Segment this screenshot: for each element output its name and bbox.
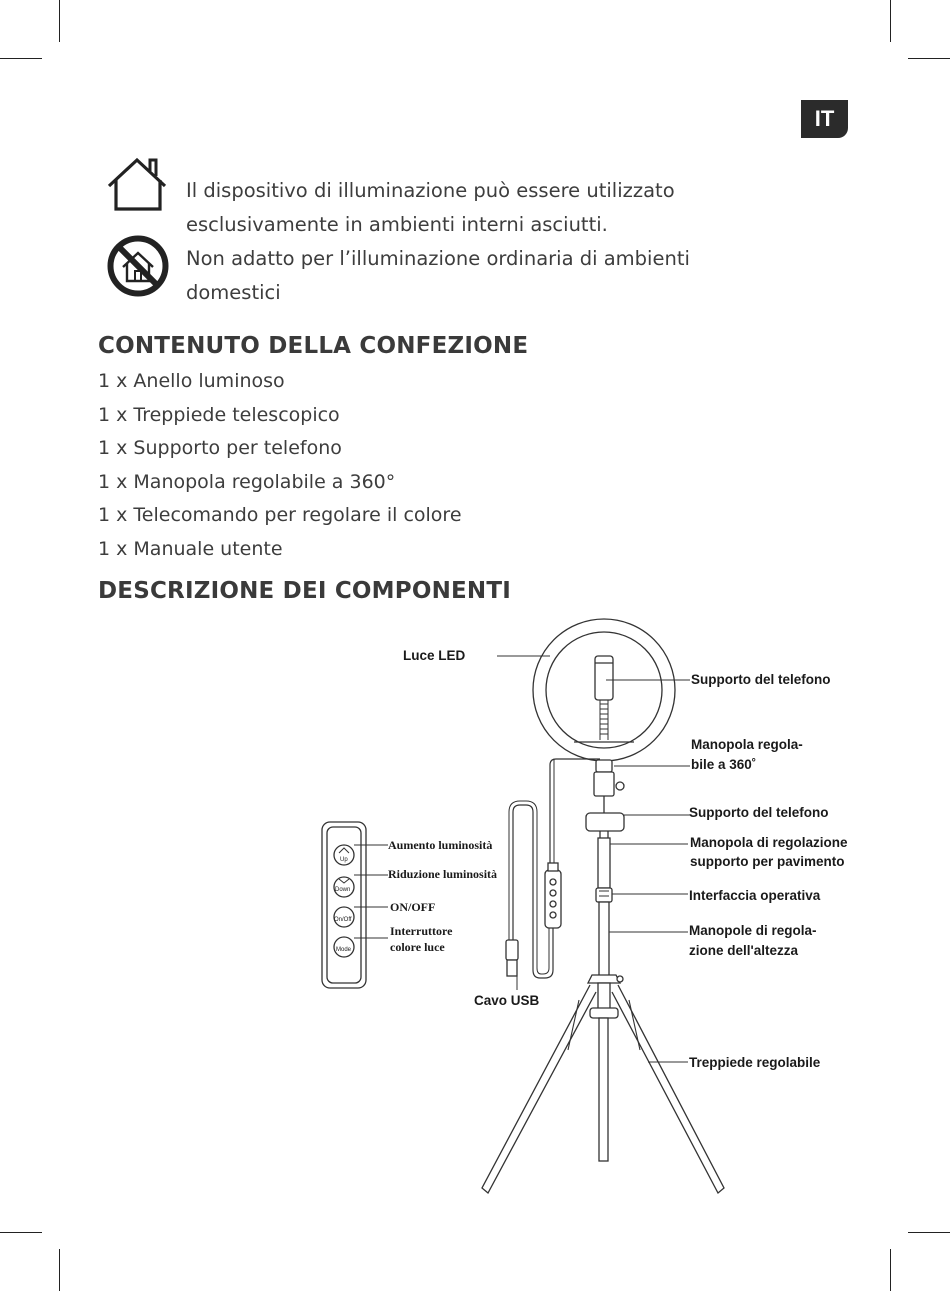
contents-heading: CONTENUTO DELLA CONFEZIONE [98,333,529,359]
label-interruttore: Interruttore [390,924,453,938]
crop-mark [0,1232,42,1233]
label-manopola-pavimento-2: supporto per pavimento [690,854,845,869]
remote-btn-mode: Mode [336,947,352,953]
language-tab: IT [801,100,848,138]
label-supporto-telefono-top: Supporto del telefono [691,672,831,687]
remote-btn-onoff: On/Off [334,917,352,923]
notice-line: Il dispositivo di illuminazione può essere utilizzato [186,179,675,202]
label-manopole-altezza-2: zione dell'altezza [689,943,798,958]
components-diagram [0,600,950,1210]
label-onoff: ON/OFF [390,900,436,914]
list-item: 1 x Manopola regolabile a 360° [98,470,396,493]
label-interruttore-2: colore luce [390,940,445,954]
crop-mark [908,58,950,59]
label-aumento: Aumento luminosità [388,838,493,852]
label-manopole-altezza: Manopole di regola- [689,923,817,938]
crop-mark [908,1232,950,1233]
no-household-icon [106,234,170,298]
list-item: 1 x Treppiede telescopico [98,403,340,426]
notice-line: Non adatto per l’illuminazione ordinaria di ambienti [186,247,690,270]
crop-mark [890,0,891,42]
label-riduzione: Riduzione luminosità [388,867,498,881]
usage-notice [186,174,806,310]
notice-line: esclusivamente in ambienti interni asciutti. [186,213,608,236]
label-manopola-360: Manopola regola- [691,737,803,752]
list-item: 1 x Manuale utente [98,537,283,560]
list-item: 1 x Anello luminoso [98,370,285,392]
label-interfaccia: Interfaccia operativa [689,888,821,903]
label-cavo-usb: Cavo USB [474,993,540,1008]
label-treppiede: Treppiede regolabile [689,1055,821,1070]
list-item: 1 x Supporto per telefono [98,437,342,460]
crop-mark [0,58,42,59]
contents-list [98,365,462,567]
crop-mark [59,0,60,42]
crop-mark [59,1249,60,1291]
components-heading: DESCRIZIONE DEI COMPONENTI [98,578,512,604]
label-manopola-pavimento: Manopola di regolazione [690,835,848,850]
label-luce-led: Luce LED [403,648,466,663]
notice-line: domestici [186,281,281,304]
crop-mark [890,1249,891,1291]
remote-btn-down: Down [335,887,351,893]
indoor-house-icon [104,155,170,213]
label-supporto-telefono-mid: Supporto del telefono [689,805,829,820]
label-manopola-360-2: bile a 360˚ [691,757,757,772]
remote-btn-up: Up [340,857,348,863]
list-item: 1 x Telecomando per regolare il colore [98,504,462,527]
